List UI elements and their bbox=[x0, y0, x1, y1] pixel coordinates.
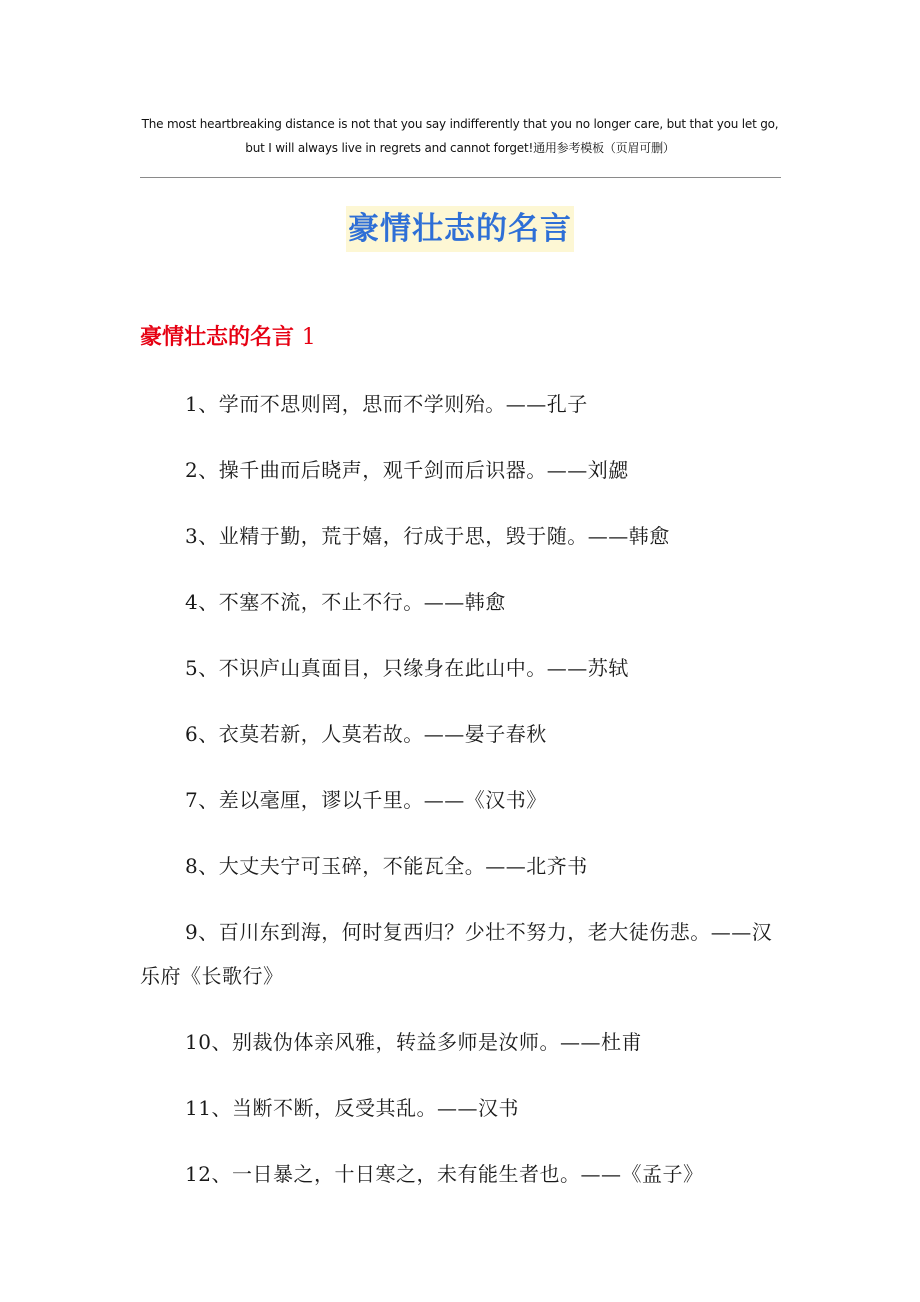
quote-item: 6、衣莫若新，人莫若故。——晏子春秋 bbox=[185, 722, 547, 746]
section-heading-number: 1 bbox=[301, 325, 316, 350]
quote-item: 9、百川东到海，何时复西归？少壮不努力，老大徒伤悲。——汉乐府《长歌行》 bbox=[140, 920, 773, 988]
quote-item: 7、差以毫厘，谬以千里。——《汉书》 bbox=[185, 788, 547, 812]
quote-item: 1、学而不思则罔，思而不学则殆。——孔子 bbox=[185, 392, 588, 416]
quote-item: 10、别裁伪体亲风雅，转益多师是汝师。——杜甫 bbox=[185, 1030, 642, 1054]
section-heading bbox=[140, 320, 316, 356]
quote-item: 12、一日暴之，十日寒之，未有能生者也。——《孟子》 bbox=[185, 1162, 704, 1186]
quote-item: 4、不塞不流，不止不行。——韩愈 bbox=[185, 590, 506, 614]
quote-item: 11、当断不断，反受其乱。——汉书 bbox=[185, 1096, 519, 1120]
header-divider bbox=[140, 177, 781, 178]
quote-item: 8、大丈夫宁可玉碎，不能瓦全。——北齐书 bbox=[185, 854, 588, 878]
quote-item: 3、业精于勤，荒于嬉，行成于思，毁于随。——韩愈 bbox=[185, 524, 670, 548]
page-header bbox=[140, 112, 780, 160]
title-container bbox=[0, 206, 920, 252]
quote-list bbox=[140, 382, 785, 1218]
quote-item: 5、不识庐山真面目，只缘身在此山中。——苏轼 bbox=[185, 656, 629, 680]
section-heading-label: 豪情壮志的名言 bbox=[140, 325, 295, 350]
header-text: The most heartbreaking distance is not that you say indifferently that you no longer care, but that you let go, but I will always live in regrets and cannot forget!通用参考模板（页眉可删） bbox=[141, 117, 779, 155]
document-title: 豪情壮志的名言 bbox=[346, 206, 574, 252]
quote-item: 2、操千曲而后晓声，观千剑而后识器。——刘勰 bbox=[185, 458, 629, 482]
